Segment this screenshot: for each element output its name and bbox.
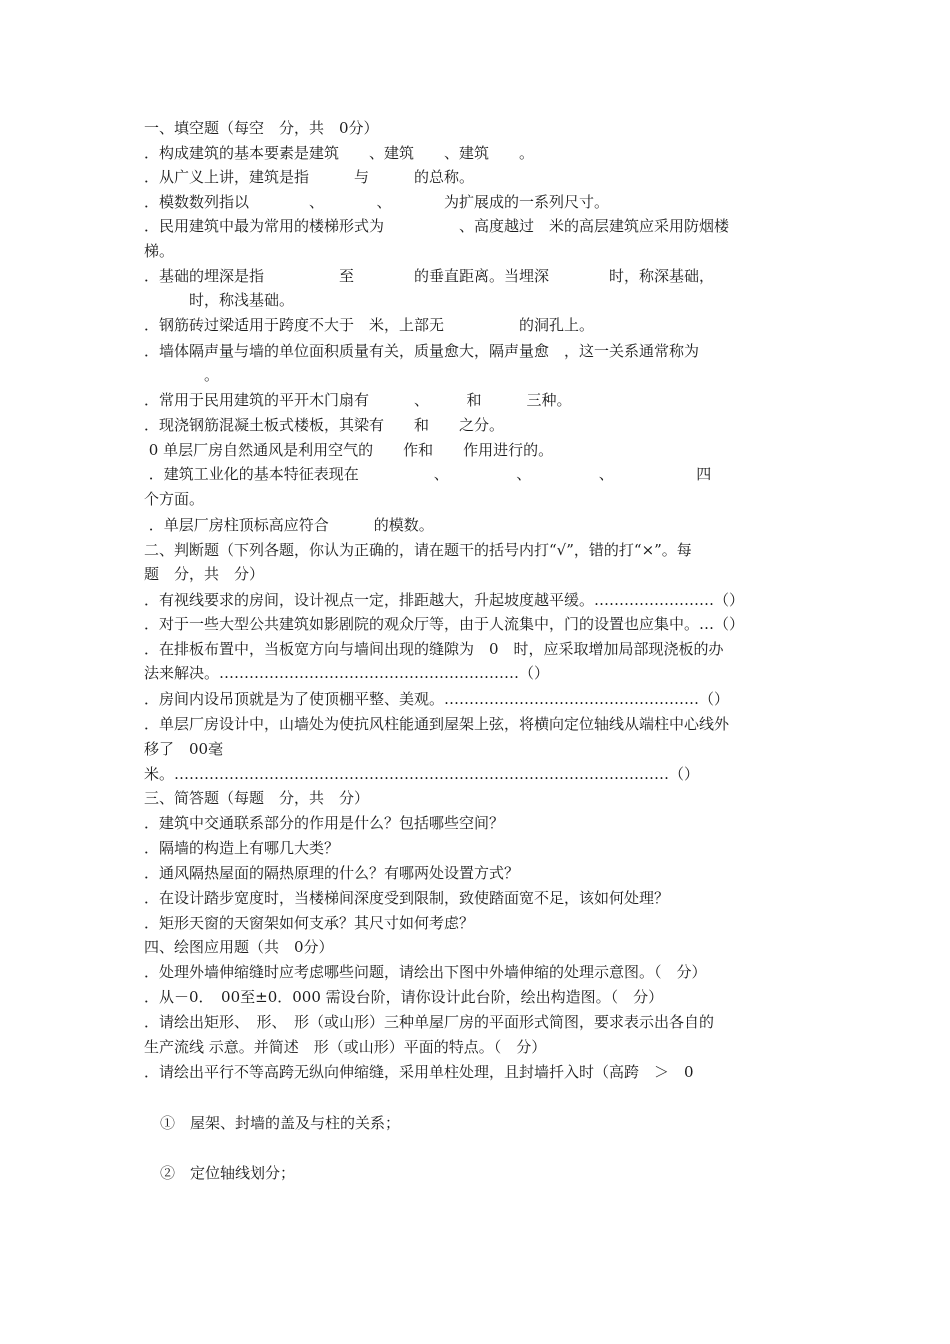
fill-item-4-cont: 梯。 [144,242,175,260]
section-heading-judge: 二、判断题（下列各题，你认为正确的，请在题干的括号内打“√”，错的打“×”。每 [144,541,692,559]
fill-item-11: ．建筑工业化的基本特征表现在 、 、 、 四 [144,465,712,483]
fill-item-1: ．构成建筑的基本要素是建筑 、建筑 、建筑 。 [144,144,535,162]
short-item-4: ．在设计踏步宽度时，当楼梯间深度受到限制，致使踏面宽不足，该如何处理？ [144,889,670,907]
section-heading-short: 三、简答题（每题 分，共 分） [144,789,370,807]
draw-item-3-cont: 生产流线 示意。并简述 形（或山形）平面的特点。（ 分） [144,1038,547,1056]
judge-item-3-cont: 法来解决。……………………………………………………（） [144,664,550,682]
section-heading-judge-cont: 题 分，共 分） [144,565,265,583]
draw-item-1: ．处理外墙伸缩缝时应考虑哪些问题，请绘出下图中外墙伸缩的处理示意图。（ 分） [144,963,707,981]
fill-item-10: 0 单层厂房自然通风是利用空气的 作和 作用进行的。 [144,441,554,459]
draw-sub-item-1: ① 屋架、封墙的盖及与柱的关系； [160,1114,401,1132]
fill-item-7: ．墙体隔声量与墙的单位面积质量有关，质量愈大，隔声量愈 ，这一关系通常称为 [144,342,700,360]
fill-item-5-cont: 时，称浅基础。 [144,291,295,309]
fill-item-5: ．基础的埋深是指 至 的垂直距离。当埋深 时，称深基础， [144,267,715,285]
section-heading-draw: 四、绘图应用题（共 0分） [144,938,334,956]
draw-item-4: ．请绘出平行不等高跨无纵向伸缩缝，采用单柱处理，且封墙扦入时（高跨 ＞ 0 [144,1063,694,1081]
short-item-1: ．建筑中交通联系部分的作用是什么？包括哪些空间？ [144,814,505,832]
fill-item-6: ．钢筋砖过梁适用于跨度不大于 米，上部无 的洞孔上。 [144,316,595,334]
fill-item-8: ．常用于民用建筑的平开木门扇有 、 和 三种。 [144,391,572,409]
section-heading-fill-in: 一、填空题（每空 分，共 0分） [144,119,379,137]
draw-item-3: ．请绘出矩形、 形、 形（或山形）三种单屋厂房的平面形式简图，要求表示出各自的 [144,1013,715,1031]
fill-item-9: ．现浇钢筋混凝土板式楼板，其梁有 和 之分。 [144,416,505,434]
judge-item-5-end: 米。………………………………………………………………………………………（） [144,765,700,783]
judge-item-2: ．对于一些大型公共建筑如影剧院的观众厅等，由于人流集中，门的设置也应集中。…（） [144,615,745,633]
short-item-5: ．矩形天窗的天窗架如何支承？其尺寸如何考虑？ [144,914,475,932]
fill-item-12: ．单层厂房柱顶标高应符合 的模数。 [144,516,434,534]
judge-item-5-cont: 移了 00毫 [144,740,224,758]
judge-item-5: ．单层厂房设计中，山墙处为使抗风柱能通到屋架上弦，将横向定位轴线从端柱中心线外 [144,715,730,733]
fill-item-7-cont: 。 [144,366,220,384]
short-item-2: ．隔墙的构造上有哪几大类？ [144,839,340,857]
judge-item-3: ．在排板布置中，当板宽方向与墙间出现的缝隙为 0 时，应采取增加局部现浇板的办 [144,640,724,658]
fill-item-2: ．从广义上讲，建筑是指 与 的总称。 [144,168,475,186]
draw-item-2: ．从－0． 00至±0．000 需设台阶，请你设计此台阶，绘出构造图。（ 分） [144,988,664,1006]
judge-item-1: ．有视线要求的房间，设计视点一定，排距越大，升起坡度越平缓。……………………（） [144,591,745,609]
judge-item-4: ．房间内设吊顶就是为了使顶棚平整、美观。……………………………………………（） [144,690,730,708]
draw-sub-item-2: ② 定位轴线划分； [160,1164,296,1182]
fill-item-4: ．民用建筑中最为常用的楼梯形式为 、高度越过 米的高层建筑应采用防烟楼 [144,217,730,235]
fill-item-11-cont: 个方面。 [144,490,205,508]
fill-item-3: ．模数数列指以 、 、 为扩展成的一系列尺寸。 [144,193,610,211]
short-item-3: ．通风隔热屋面的隔热原理的什么？有哪两处设置方式？ [144,864,520,882]
